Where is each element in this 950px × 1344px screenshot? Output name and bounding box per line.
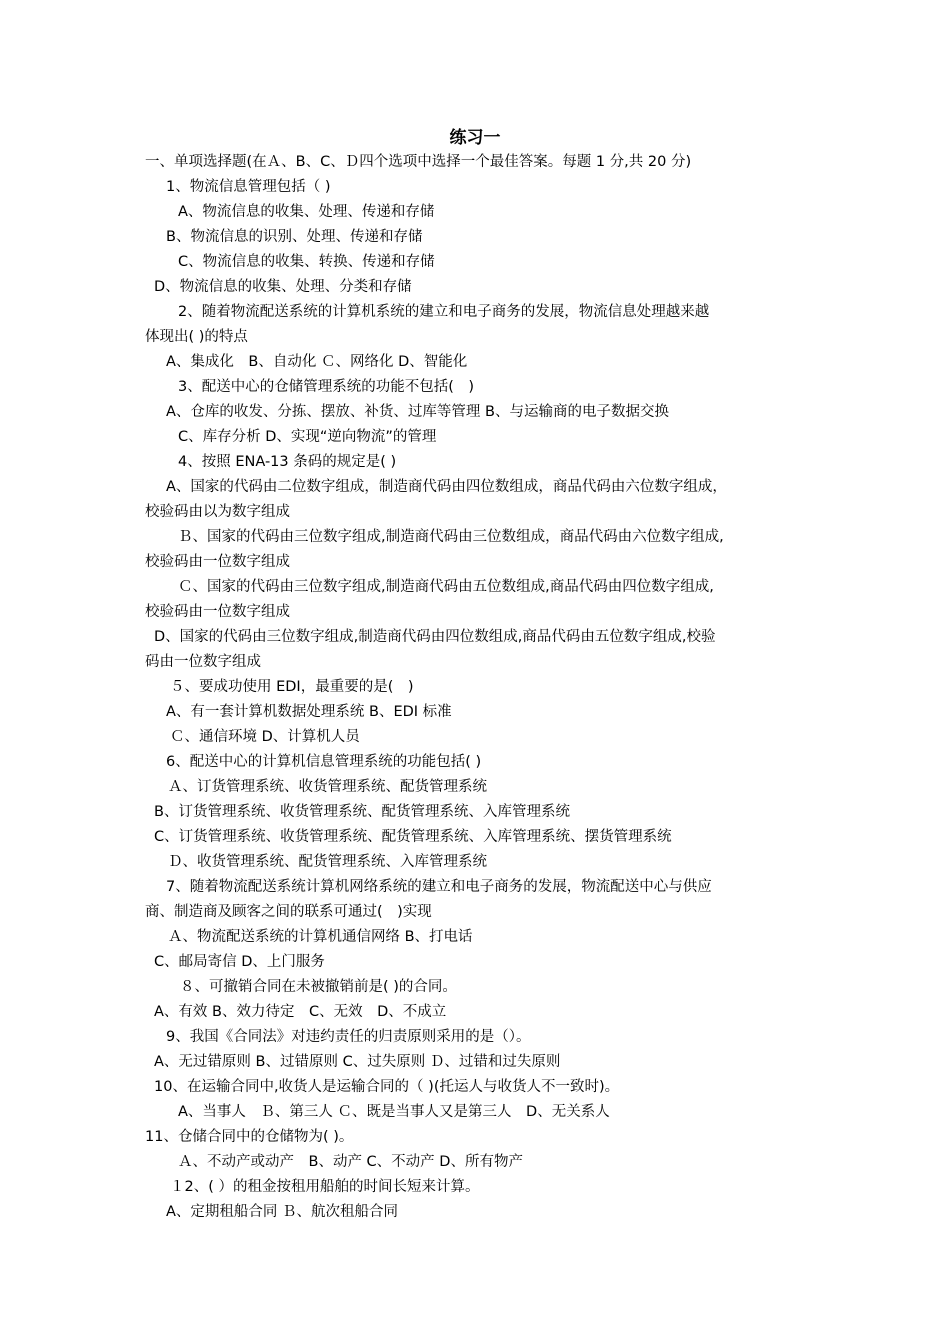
question-7-cont: 商、制造商及顾客之间的联系可通过( )实现 <box>145 904 432 920</box>
question-5-options-ab: A、有一套计算机数据处理系统 B、EDI 标准 <box>166 704 452 720</box>
question-3-options-ab: A、仓库的收发、分拣、摆放、补货、过库等管理 B、与运输商的电子数据交换 <box>166 404 669 420</box>
question-10: 10、在运输合同中,收货人是运输合同的（ )(托运人与收货人不一致时)。 <box>154 1079 620 1095</box>
question-6-option-d: Ｄ、收货管理系统、配货管理系统、入库管理系统 <box>168 854 487 870</box>
question-7-options-ab: Ａ、物流配送系统的计算机通信网络 B、打电话 <box>168 929 473 945</box>
question-4-option-d: D、国家的代码由三位数字组成,制造商代码由四位数组成,商品代码由五位数字组成,校验 <box>154 629 716 645</box>
question-1-option-d: D、物流信息的收集、处理、分类和存储 <box>154 279 412 295</box>
question-3-options-cd: C、库存分析 D、实现“逆向物流”的管理 <box>178 429 437 445</box>
question-1-option-c: C、物流信息的收集、转换、传递和存储 <box>178 254 435 270</box>
question-8-options: A、有效 B、效力待定 C、无效 D、不成立 <box>154 1004 447 1020</box>
question-7: 7、随着物流配送系统计算机网络系统的建立和电子商务的发展，物流配送中心与供应 <box>166 879 712 895</box>
question-4-option-c-cont: 校验码由一位数字组成 <box>145 604 290 620</box>
question-2-options: A、集成化 B、自动化 Ｃ、网络化 D、智能化 <box>166 354 468 370</box>
question-6-option-c: C、订货管理系统、收货管理系统、配货管理系统、入库管理系统、摆货管理系统 <box>154 829 672 845</box>
question-5-options-cd: Ｃ、通信环境 D、计算机人员 <box>170 729 360 745</box>
question-1: 1、物流信息管理包括（ ) <box>166 179 331 195</box>
question-4-option-b: Ｂ、国家的代码由三位数字组成,制造商代码由三位数组成，商品代码由六位数字组成, <box>178 529 724 545</box>
question-6-option-a: Ａ、订货管理系统、收货管理系统、配货管理系统 <box>168 779 487 795</box>
question-4-option-b-cont: 校验码由一位数字组成 <box>145 554 290 570</box>
page-title: 练习一 <box>449 128 501 148</box>
question-4-option-d-cont: 码由一位数字组成 <box>145 654 261 670</box>
question-9-options: A、无过错原则 B、过错原则 C、过失原则 Ｄ、过错和过失原则 <box>154 1054 561 1070</box>
question-3: 3、配送中心的仓储管理系统的功能不包括( ) <box>178 379 475 395</box>
question-10-options: A、当事人 Ｂ、第三人 Ｃ、既是当事人又是第三人 D、无关系人 <box>178 1104 610 1120</box>
question-7-options-cd: C、邮局寄信 D、上门服务 <box>154 954 325 970</box>
question-2: 2、随着物流配送系统的计算机系统的建立和电子商务的发展，物流信息处理越来越 <box>178 304 710 320</box>
section-heading: 一、单项选择题(在Ａ、B、C、Ｄ四个选项中选择一个最佳答案。每题 1 分,共 20 分) <box>145 154 692 170</box>
question-11: 11、仓储合同中的仓储物为( )。 <box>145 1129 354 1145</box>
question-2-cont: 体现出( )的特点 <box>145 329 248 345</box>
question-6-option-b: B、订货管理系统、收货管理系统、配货管理系统、入库管理系统 <box>154 804 570 820</box>
question-5: ５、要成功使用 EDI，最重要的是( ) <box>170 679 414 695</box>
question-1-option-a: A、物流信息的收集、处理、传递和存储 <box>178 204 435 220</box>
question-11-options: Ａ、不动产或动产 B、动产 C、不动产 D、所有物产 <box>178 1154 523 1170</box>
question-4-option-c: Ｃ、国家的代码由三位数字组成,制造商代码由五位数组成,商品代码由四位数字组成, <box>178 579 714 595</box>
question-1-option-b: B、物流信息的识别、处理、传递和存储 <box>166 229 423 245</box>
question-6: 6、配送中心的计算机信息管理系统的功能包括( ) <box>166 754 482 770</box>
question-9: 9、我国《合同法》对违约责任的归责原则采用的是（）。 <box>166 1029 531 1045</box>
question-4-option-a: A、国家的代码由二位数字组成，制造商代码由四位数组成，商品代码由六位数字组成， <box>166 479 727 495</box>
question-12-options: A、定期租船合同 Ｂ、航次租船合同 <box>166 1204 399 1220</box>
question-4: 4、按照 ENA-13 条码的规定是( ) <box>178 454 397 470</box>
question-8: ８、可撤销合同在未被撤销前是( )的合同。 <box>180 979 457 995</box>
question-4-option-a-cont: 校验码由以为数字组成 <box>145 504 290 520</box>
question-12: １2、( ）的租金按租用船舶的时间长短来计算。 <box>170 1179 480 1195</box>
